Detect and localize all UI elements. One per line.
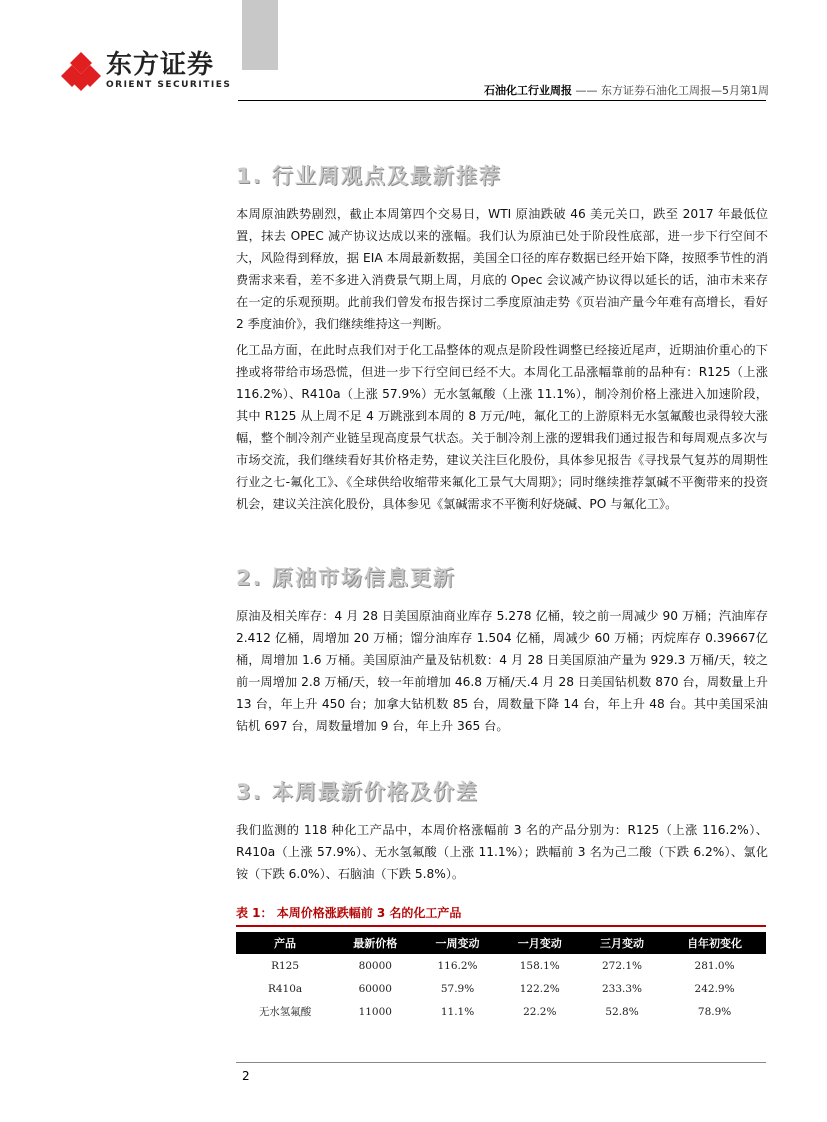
paragraph-industry-view: 本周原油跌势剧烈，截止本周第四个交易日，WTI 原油跌破 46 美元关口，跌至 2017 年最低位置，抹去 OPEC 减产协议达成以来的涨幅。我们认为原油已处于阶段性底部，进一步下行空间不大，风险得到释放，据 EIA 本周最新数据，美国全口径的库存数据已经开始下降，按照季节性的消费需求来看，差不多进入消费景气期上周，月底的 Opec 会议减产协议得以延长的话，油市未来存在一定的乐观预期。此前我们曾发布报告探讨二季度原油走势《页岩油产量今年难有高增长，看好 2 季度油价》，我们继续维持这一判断。 (236, 207, 768, 331)
page-number: 2 (242, 1069, 250, 1083)
table-header-cell: 产品 (236, 932, 334, 954)
company-logo (60, 50, 250, 94)
table-header-cell: 一月变动 (499, 932, 581, 954)
table-caption-rule (236, 925, 766, 927)
table-cell: 122.2% (519, 982, 560, 995)
table-row (236, 1000, 766, 1023)
footer-rule (236, 1062, 766, 1063)
paragraph-chemicals-view: 化工品方面，在此时点我们对于化工品整体的观点是阶段性调整已经接近尾声，近期油价重心的下挫或将带给市场恐慌，但进一步下行空间已经不大。本周化工品涨幅靠前的品种有：R125（上涨116.2%）、R410a（上涨 57.9%）无水氢氟酸（上涨 11.1%），制冷剂价格上涨进入加速阶段，其中 R125 从上周不足 4 万跳涨到本周的 8 万元/吨，氟化工的上游原料无水氢氟酸也录得较大涨幅，整个制冷剂产业链呈现高度景气状态。关于制冷剂上涨的逻辑我们通过报告和每周观点多次与市场交流，我们继续看好其价格走势，建议关注巨化股份，具体参见报告《寻找景气复苏的周期性行业之七-氟化工》、《全球供给收缩带来氟化工景气大周期》；同时继续推荐氯碱不平衡带来的投资机会，建议关注滨化股份，具体参见《氯碱需求不平衡利好烧碱、PO 与氟化工》。 (236, 343, 768, 511)
header-rule (238, 100, 766, 101)
table-row (236, 977, 766, 1000)
table-cell: 11.1% (440, 1005, 475, 1018)
section-title-3: 3. 本周最新价格及价差 (236, 780, 479, 804)
report-type: 石油化工行业周报 (484, 84, 572, 97)
section-title-2: 2. 原油市场信息更新 (236, 566, 456, 590)
table-cell: R125 (271, 959, 300, 972)
table-header-cell: 最新价格 (334, 932, 416, 954)
table-cell: 116.2% (437, 959, 478, 972)
table-cell: 158.1% (519, 959, 560, 972)
running-header (484, 82, 769, 98)
table-header-row (236, 932, 766, 954)
table-cell: 无水氢氟酸 (258, 1006, 312, 1018)
logo-chinese-name: 东方证券 (106, 50, 215, 80)
table-cell: 281.0% (694, 959, 735, 972)
table-cell: 233.3% (601, 982, 643, 995)
orient-securities-logo-icon (60, 50, 102, 92)
header-dash: —— (572, 84, 601, 97)
table-row (236, 954, 766, 977)
logo-english-name: ORIENT SECURITIES (106, 80, 232, 90)
table-cell: 78.9% (697, 1005, 732, 1018)
section-title-1: 1. 行业周观点及最新推荐 (236, 164, 502, 188)
table-cell: 57.9% (440, 982, 475, 995)
report-subtitle: 东方证券石油化工周报—5月第1周 (601, 84, 769, 97)
paragraph-price-summary: 我们监测的 118 种化工产品中，本周价格涨幅前 3 名的产品分别为：R125（上涨 116.2%）、R410a（上涨 57.9%）、无水氢氟酸（上涨 11.1%）；跌幅前 3 名为己二酸（下跌 6.2%）、氯化铵（下跌 6.0%）、石脑油（下跌 5.8%）。 (236, 823, 768, 881)
table-cell: 22.2% (523, 1005, 557, 1018)
table-cell: 242.9% (694, 982, 735, 995)
table-caption: 表 1： 本周价格涨跌幅前 3 名的化工产品 (236, 906, 462, 920)
table-cell: 60000 (358, 982, 392, 995)
table-cell: R410a (267, 982, 303, 995)
table-cell: 80000 (358, 959, 392, 972)
table-cell: 272.1% (601, 959, 643, 972)
table-header-cell: 自年初变化 (663, 932, 766, 954)
table-header-cell: 三月变动 (581, 932, 663, 954)
paragraph-crude-inventory: 原油及相关库存：4 月 28 日美国原油商业库存 5.278 亿桶，较之前一周减少 90 万桶；汽油库存 2.412 亿桶，周增加 20 万桶；馏分油库存 1.504 亿桶，周减少 60 万桶；丙烷库存 0.39667亿桶，周增加 1.6 万桶。美国原油产量及钻机数：4 月 28 日美国原油产量为 929.3 万桶/天，较之前一周增加 2.8 万桶/天，较一年前增加 46.8 万桶/天.4 月 28 日美国钻机数 870 台，周数量上升 13 台，年上升 450 台；加拿大钻机数 85 台，周数量下降 14 台，年上升 48 台。其中美国采油钻机 697 台，周数量增加 9 台，年上升 365 台。 (236, 609, 768, 733)
price-change-table (236, 932, 766, 1023)
table-cell: 52.8% (605, 1005, 639, 1018)
table-cell: 11000 (358, 1005, 392, 1018)
table-header-cell: 一周变动 (416, 932, 498, 954)
